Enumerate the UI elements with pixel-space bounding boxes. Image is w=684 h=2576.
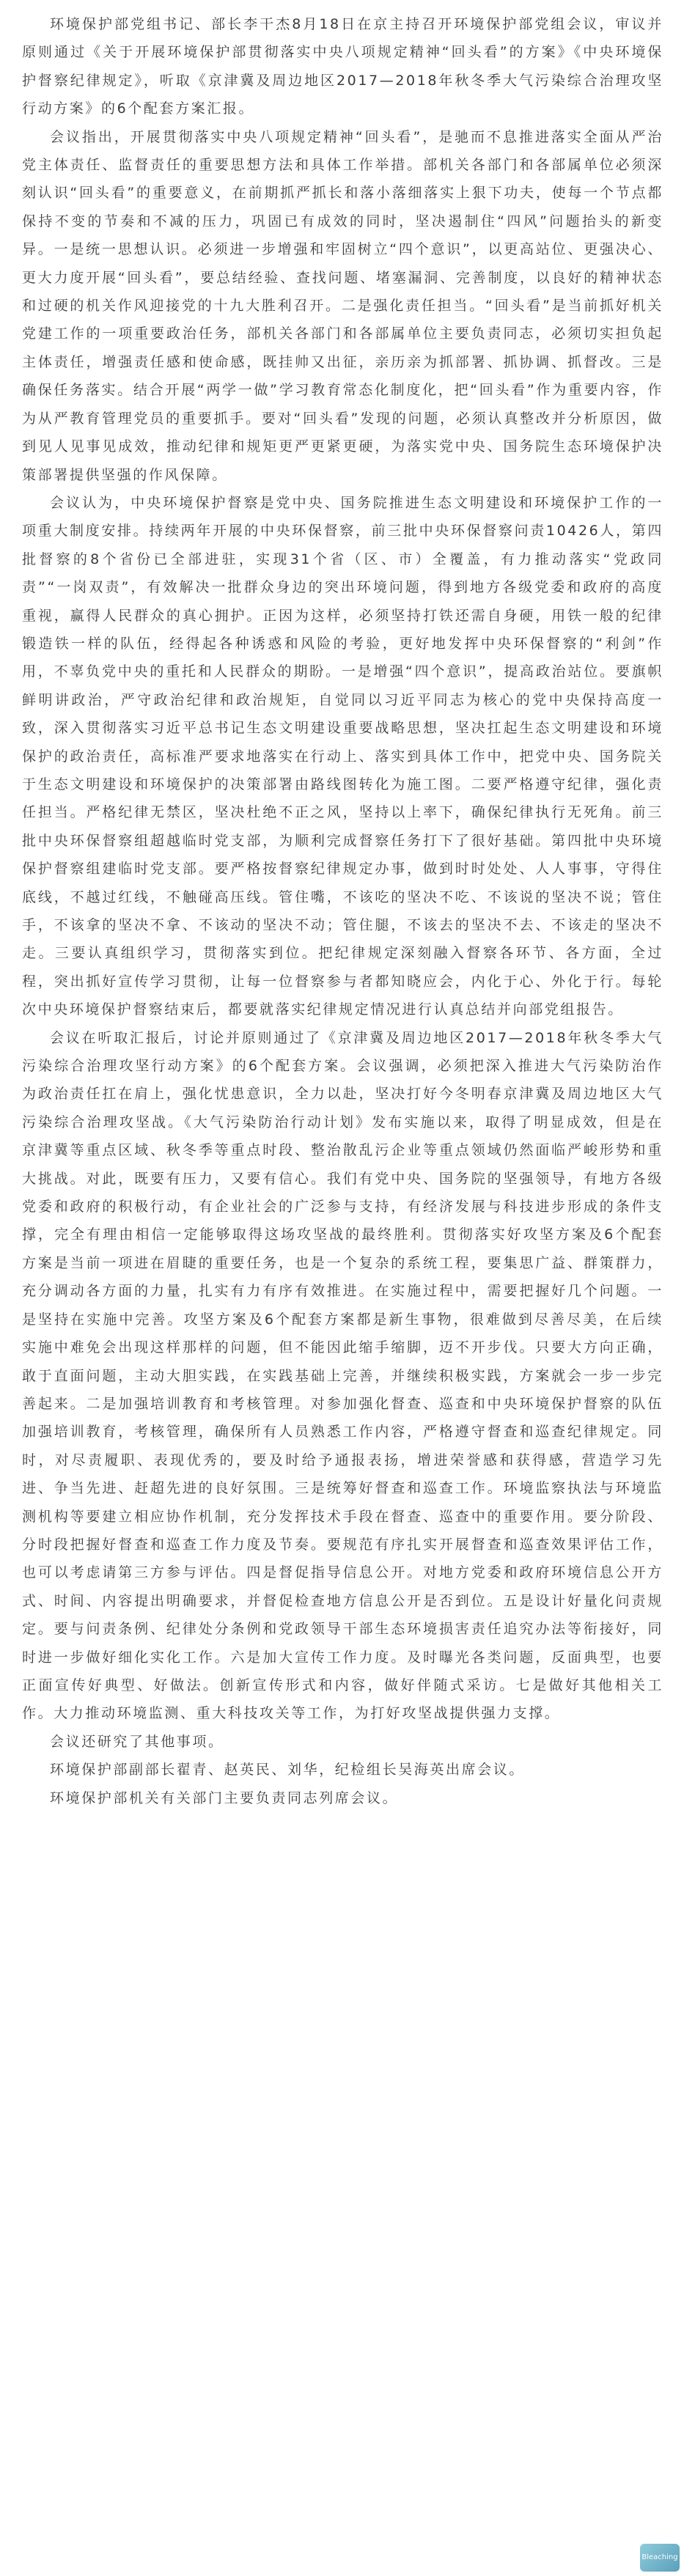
article-body bbox=[22, 10, 663, 1812]
article-paragraph-inspection-discipline: 会议认为，中央环境保护督察是党中央、国务院推进生态文明建设和环境保护工作的一项重大制度安排。持续两年开展的中央环保督察，前三批中央环保督察问责10426人，第四批督察的8个省份已全部进驻，实现31个省（区、市）全覆盖，有力推动落实“党政同责”“一岗双责”，有效解决一批群众身边的突出环境问题，得到地方各级党委和政府的高度重视，赢得人民群众的真心拥护。正因为这样，必须坚持打铁还需自身硬，用铁一般的纪律锻造铁一样的队伍，经得起各种诱惑和风险的考验，更好地发挥中央环保督察的“利剑”作用，不辜负党中央的重托和人民群众的期盼。一是增强“四个意识”，提高政治站位。要旗帜鲜明讲政治，严守政治纪律和政治规矩，自觉同以习近平同志为核心的党中央保持高度一致，深入贯彻落实习近平总书记生态文明建设重要战略思想，坚决扛起生态文明建设和环境保护的政治责任，高标准严要求地落实在行动上、落实到具体工作中，把党中央、国务院关于生态文明建设和环境保护的决策部署由路线图转化为施工图。二要严格遵守纪律，强化责任担当。严格纪律无禁区，坚决杜绝不正之风，坚持以上率下，确保纪律执行无死角。前三批中央环保督察组超越临时党支部，为顺利完成督察任务打下了很好基础。第四批中央环境保护督察组建临时党支部。要严格按督察纪律规定办事，做到时时处处、人人事事，守得住底线，不越过红线，不触碰高压线。管住嘴，不该吃的坚决不吃、不该说的坚决不说；管住手，不该拿的坚决不拿、不该动的坚决不动；管住腿，不该去的坚决不去、不该走的坚决不走。三要认真组织学习，贯彻落实到位。把纪律规定深刻融入督察各环节、各方面，全过程，突出抓好宣传学习贯彻，让每一位督察参与者都知晓应会，内化于心、外化于行。每轮次中央环境保护督察结束后，都要就落实纪律规定情况进行认真总结并向部党组报告。 bbox=[22, 494, 663, 1018]
article-paragraph-intro: 环境保护部党组书记、部长李干杰8月18日在京主持召开环境保护部党组会议，审议并原则通过《关于开展环境保护部贯彻落实中央八项规定精神“回头看”的方案》《中央环境保护督察纪律规定》，听取《京津冀及周边地区2017—2018年秋冬季大气污染综合治理攻坚行动方案》的6个配套方案汇报。 bbox=[22, 16, 663, 117]
article-paragraph-attendees: 环境保护部副部长翟青、赵英民、刘华，纪检组长吴海英出席会议。 bbox=[50, 1762, 526, 1778]
article-paragraph-review-meeting: 会议指出，开展贯彻落实中央八项规定精神“回头看”，是驰而不息推进落实全面从严治党主体责任、监督责任的重要思想方法和具体工作举措。部机关各部门和各部属单位必须深刻认识“回头看”的重要意义，在前期抓严抓长和落小落细落实上狠下功夫，使每一个节点都保持不变的节奏和不减的压力，巩固已有成效的同时，坚决遏制住“四风”问题抬头的新变异。一是统一思想认识。必须进一步增强和牢固树立“四个意识”，以更高站位、更强决心、更大力度开展“回头看”，要总结经验、查找问题、堵塞漏洞、完善制度，以良好的精神状态和过硬的机关作风迎接党的十九大胜利召开。二是强化责任担当。“回头看”是当前抓好机关党建工作的一项重要政治任务，部机关各部门和各部属单位主要负责同志，必须切实担负起主体责任，增强责任感和使命感，既挂帅又出征，亲历亲为抓部署、抓协调、抓督改。三是确保任务落实。结合开展“两学一做”学习教育常态化制度化，把“回头看”作为重要内容，作为从严教育管理党员的重要抓手。要对“回头看”发现的问题，必须认真整改并分析原因，做到见人见事见成效，推动纪律和规矩更严更紧更硬，为落实党中央、国务院生态环境保护决策部署提供坚强的作风保障。 bbox=[22, 128, 663, 483]
site-watermark-logo bbox=[640, 2544, 680, 2572]
article-paragraph-air-pollution-plan: 会议在听取汇报后，讨论并原则通过了《京津冀及周边地区2017—2018年秋冬季大气污染综合治理攻坚行动方案》的6个配套方案。会议强调，必须把深入推进大气污染防治作为政治责任扛在肩上，强化忧患意识，全力以赴，坚决打好今冬明春京津冀及周边地区大气污染综合治理攻坚战。《大气污染防治行动计划》发布实施以来，取得了明显成效，但是在京津冀等重点区域、秋冬季等重点时段、整治散乱污企业等重点领域仍然面临严峻形势和重大挑战。对此，既要有压力，又要有信心。我们有党中央、国务院的坚强领导，有地方各级党委和政府的积极行动，有企业社会的广泛参与支持，有经济发展与科技进步形成的条件支撑，完全有理由相信一定能够取得这场攻坚战的最终胜利。贯彻落实好攻坚方案及6个配套方案是当前一项进在眉睫的重要任务，也是一个复杂的系统工程，要集思广益、群策群力，充分调动各方面的力量，扎实有力有序有效推进。在实施过程中，需要把握好几个问题。一是坚持在实施中完善。攻坚方案及6个配套方案都是新生事物，很难做到尽善尽美，在后续实施中难免会出现这样那样的问题，但不能因此缩手缩脚，迈不开步伐。只要大方向正确，敢于直面问题，主动大胆实践，在实践基础上完善，并继续积极实践，方案就会一步一步完善起来。二是加强培训教育和考核管理。对参加强化督查、巡查和中央环境保护督察的队伍加强培训教育，考核管理，确保所有人员熟悉工作内容，严格遵守督查和巡查纪律规定。同时，对尽责履职、表现优秀的，要及时给予通报表扬，增进荣誉感和获得感，营造学习先进、争当先进、赶超先进的良好氛围。三是统筹好督查和巡查工作。环境监察执法与环境监测机构等要建立相应协作机制，充分发挥技术手段在督查、巡查中的重要作用。要分阶段、分时段把握好督查和巡查工作力度及节奏。要规范有序扎实开展督查和巡查效果评估工作，也可以考虑请第三方参与评估。四是督促指导信息公开。对地方党委和政府环境信息公开方式、时间、内容提出明确要求，并督促检查地方信息公开是否到位。五是设计好量化问责规定。要与问责条例、纪律处分条例和党政领导干部生态环境损害责任追究办法等衔接好，同时进一步做好细化实化工作。六是加大宣传工作力度。及时曝光各类问题，反面典型，也要正面宣传好典型、好做法。创新宣传形式和内容，做好伴随式采访。七是做好其他相关工作。大力推动环境监测、重大科技攻关等工作，为打好攻坚战提供强力支撑。 bbox=[22, 1029, 663, 1722]
article-paragraph-other-matters: 会议还研究了其他事项。 bbox=[50, 1733, 224, 1750]
watermark-text: Bleaching bbox=[641, 2553, 678, 2561]
article-paragraph-observers: 环境保护部机关有关部门主要负责同志列席会议。 bbox=[50, 1789, 399, 1806]
